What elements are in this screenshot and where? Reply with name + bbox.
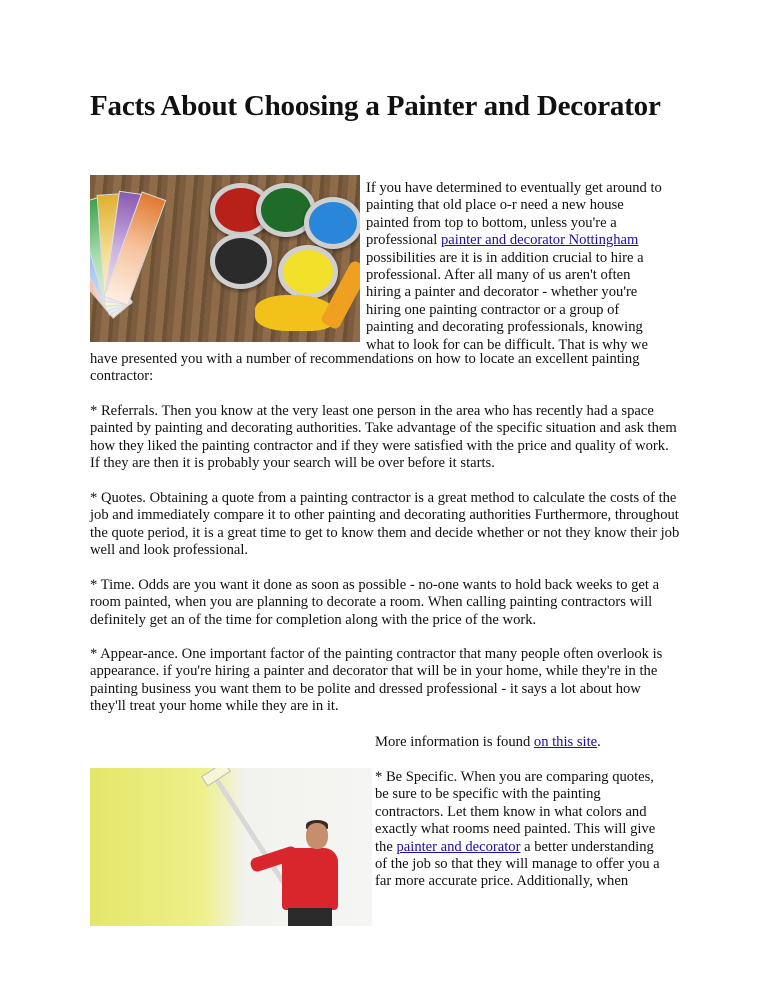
- paint-cans-image: [90, 175, 360, 342]
- painter-image: [90, 768, 372, 926]
- painter-decorator-nottingham-link[interactable]: painter and decorator Nottingham: [440, 232, 639, 249]
- intro-continuation: have presented you with a number of recommendations on how to locate an excellent painting contractor:: [90, 351, 640, 385]
- intro-text: If you have determined to eventually get around to painting that old place o-r need a new house painted from top to bottom, unless you're a professional painter and decorator Nottingham possibilities are it is in addition crucial to hire a professional. After all many of us aren't often hiring a painter and decorator - whether you're hiring one painting contractor or a group of painting and decorating professionals, knowing what to look for can be difficult. That is why we: [366, 180, 662, 353]
- page-title: Facts About Choosing a Painter and Decorator: [90, 90, 661, 122]
- appearance-paragraph: * Appear-ance. One important factor of the painting contractor that many people often overlook is appearance. if you're hiring a painter and decorator that will be in your home, while they're in the painting business you want them to be polite and dressed professional - it says a lot about how they'll treat your home while they are in it.: [90, 646, 663, 715]
- more-info-line: More information is found on this site.: [375, 734, 601, 750]
- painter-and-decorator-link[interactable]: painter and decorator: [396, 838, 521, 855]
- referrals-paragraph: * Referrals. Then you know at the very least one person in the area who has recently had a space painted by painting and decorating authorities. Take advantage of the specific situation and ask them how they liked the painting contractor and if they were satisfied with the price and quality of work. If they are then it is probably your search will be over before it starts.: [90, 403, 677, 472]
- time-paragraph: * Time. Odds are you want it done as soon as possible - no-one wants to hold back weeks to get a room painted, when you are planning to decorate a room. When calling painting contractors will definitely get an of the time for completion along with the price of the work.: [90, 577, 660, 628]
- be-specific-text: * Be Specific. When you are comparing quotes, be sure to be specific with the painting contractors. Let them know in what colors and exactly what rooms need painted. This will give the painter and decorator a better understanding of the job so that they will manage to offer you a far more accurate price. Additionally, when: [375, 769, 660, 890]
- quotes-paragraph: * Quotes. Obtaining a quote from a painting contractor is a great method to calculate the costs of the job and immediately compare it to other painting and decorating authorities Furthermore, throughout the quote period, it is a great time to get to know them and decide whether or not they know their job well and look professional.: [90, 490, 680, 559]
- on-this-site-link[interactable]: on this site: [533, 734, 598, 750]
